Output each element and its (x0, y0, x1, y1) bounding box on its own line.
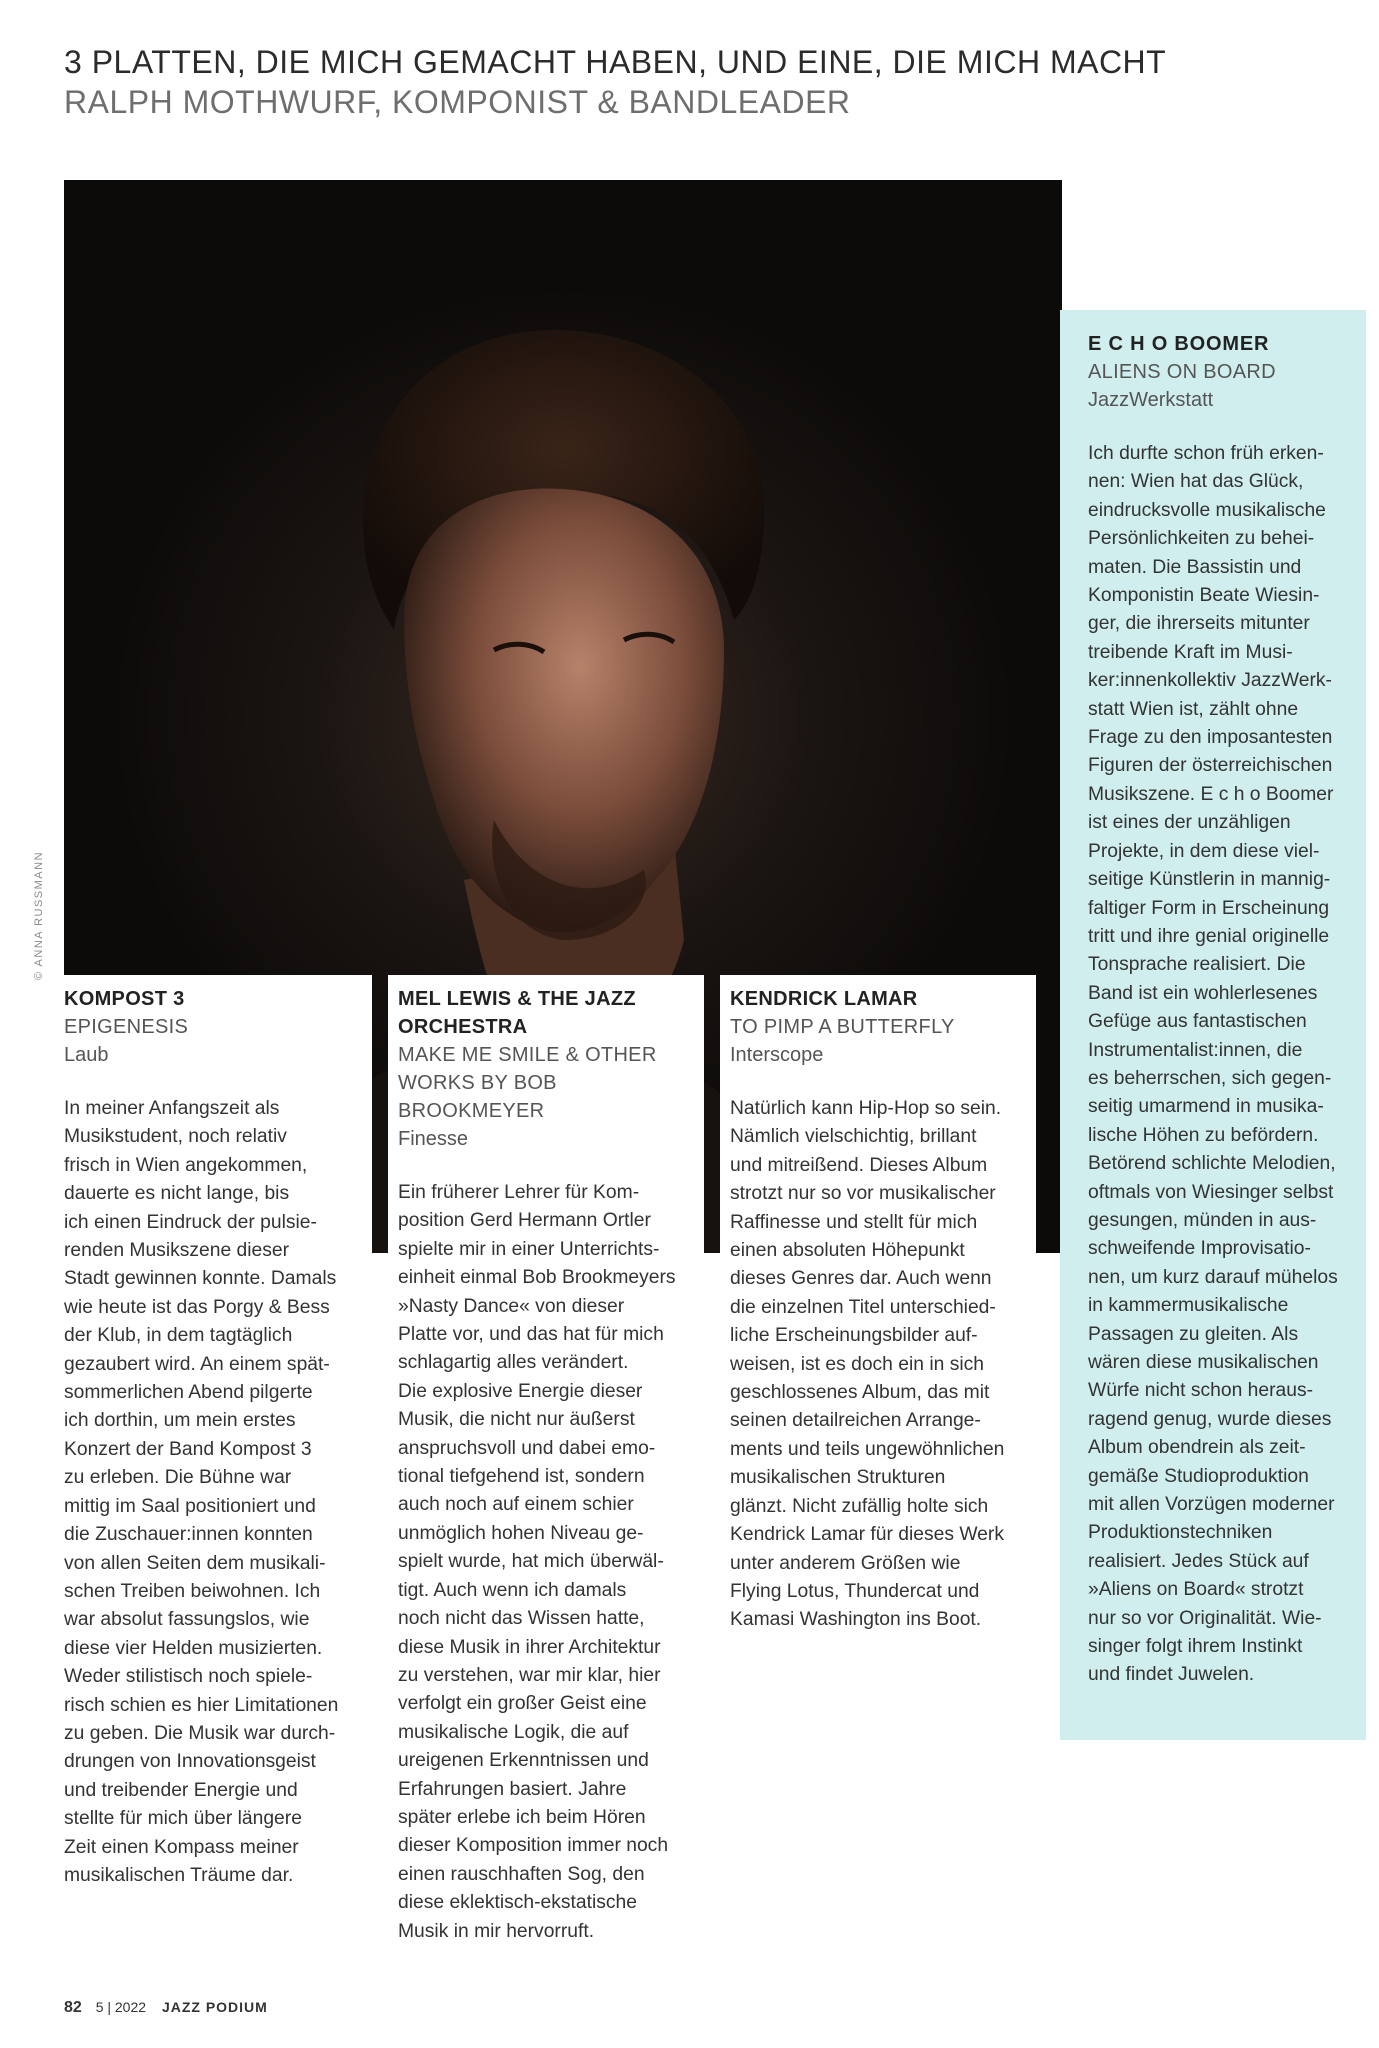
record-card-1 (54, 975, 372, 1890)
text-line: stellte für mich über längere (64, 1808, 302, 1830)
text-line: Flying Lotus, Thundercat und (730, 1580, 980, 1602)
text-line: sommerlichen Abend pilgerte (64, 1382, 313, 1404)
text-line: unmöglich hohen Niveau ge- (398, 1522, 644, 1544)
text-line: die Zuschauer:innen konnten (64, 1524, 313, 1546)
text-line: Würfe nicht schon heraus- (1088, 1380, 1314, 1402)
record-text (64, 1095, 368, 1890)
record-card-2 (388, 975, 704, 1946)
text-line: spielte mir in einer Unterrichts- (398, 1238, 660, 1260)
text-line: weisen, ist es doch ein in sich (730, 1353, 984, 1375)
text-line: tritt und ihre genial originelle (1088, 925, 1330, 947)
text-line: strotzt nur so vor musikalischer (730, 1183, 996, 1205)
text-line: tigt. Auch wenn ich damals (398, 1579, 627, 1601)
text-line: Komponistin Beate Wiesin- (1088, 585, 1320, 607)
text-line: Platte vor, und das hat für mich (398, 1324, 664, 1346)
page-number: 82 (64, 1999, 82, 2016)
text-line: ragend genug, wurde dieses (1088, 1408, 1332, 1430)
text-line: in kammermusikalische (1088, 1295, 1289, 1317)
text-line: realisiert. Jedes Stück auf (1088, 1550, 1309, 1572)
text-line: nen: Wien hat das Glück, (1088, 471, 1304, 493)
text-line: Ich durfte schon früh erken- (1088, 443, 1324, 464)
text-line: verfolgt ein großer Geist eine (398, 1693, 647, 1715)
record-artist: E C H O BOOMER (1088, 333, 1270, 355)
text-line: ker:innenkollektiv JazzWerk- (1088, 670, 1332, 692)
text-line: ist eines der unzähligen (1088, 812, 1291, 834)
magazine-name: JAZZ PODIUM (161, 1999, 268, 2015)
text-line: faltiger Form in Erscheinung (1088, 897, 1330, 919)
record-artist: KOMPOST 3 (64, 988, 185, 1010)
page-footer (64, 1999, 268, 2017)
text-line: Zeit einen Kompass meiner (64, 1836, 299, 1858)
text-line: Ein früherer Lehrer für Kom- (398, 1182, 640, 1203)
text-line: position Gerd Hermann Ortler (398, 1210, 651, 1232)
text-line: Musikstudent, noch relativ (64, 1126, 287, 1148)
record-album: EPIGENESIS (64, 1016, 189, 1038)
text-line: gezaubert wird. An einem spät- (64, 1353, 330, 1375)
text-line: Betörend schlichte Melodien, (1088, 1153, 1336, 1175)
text-line: Konzert der Band Kompost 3 (64, 1438, 312, 1460)
text-line: eindrucksvolle musikalische (1088, 499, 1326, 521)
text-line: tional tiefgehend ist, sondern (398, 1466, 645, 1488)
text-line: Projekte, in dem diese viel- (1088, 840, 1320, 862)
text-line: risch schien es hier Limitationen (64, 1694, 339, 1716)
text-line: unter anderem Größen wie (730, 1552, 961, 1574)
text-line: einheit einmal Bob Brookmeyers (398, 1267, 676, 1289)
text-line: mit allen Vorzügen moderner (1088, 1494, 1335, 1516)
issue-number: 5 | 2022 (95, 1999, 147, 2015)
text-line: Kamasi Washington ins Boot. (730, 1609, 982, 1631)
record-artist: KENDRICK LAMAR (730, 988, 918, 1010)
text-line: ments und teils ungewöhnlichen (730, 1438, 1005, 1460)
text-line: war absolut fassungslos, wie (64, 1609, 310, 1631)
text-line: seitig umarmend in musika- (1088, 1096, 1324, 1118)
text-line: Kendrick Lamar für dieses Werk (730, 1524, 1004, 1546)
text-line: mittig im Saal positioniert und (64, 1495, 316, 1517)
text-line: geschlossenes Album, das mit (730, 1382, 990, 1404)
text-line: und treibender Energie und (64, 1779, 298, 1801)
text-line: von allen Seiten dem musikali- (64, 1552, 326, 1574)
text-line: drungen von Innovationsgeist (64, 1751, 316, 1773)
text-line: Weder stilistisch noch spiele- (64, 1666, 313, 1688)
text-line: Tonsprache realisiert. Die (1088, 954, 1306, 976)
text-line: »Nasty Dance« von dieser (398, 1295, 625, 1317)
text-line: auch noch auf einem schier (398, 1494, 634, 1516)
text-line: noch nicht das Wissen hatte, (398, 1608, 645, 1630)
text-line: musikalischen Träume dar. (64, 1864, 294, 1886)
text-line: Natürlich kann Hip-Hop so sein. (730, 1098, 1002, 1119)
text-line: und findet Juwelen. (1088, 1664, 1255, 1686)
text-line: schen Treiben beiwohnen. Ich (64, 1580, 321, 1602)
text-line: und mitreißend. Dieses Album (730, 1154, 988, 1176)
text-line: Nämlich vielschichtig, brillant (730, 1126, 977, 1148)
page-subtitle: RALPH MOTHWURF, KOMPONIST & BANDLEADER (64, 84, 851, 120)
sidebar-box (1060, 310, 1366, 1740)
text-line: Musik in mir hervorruft. (398, 1920, 595, 1942)
text-line: treibende Kraft im Musi- (1088, 641, 1293, 663)
text-line: Raffinesse und stellt für mich (730, 1211, 978, 1233)
text-line: wären diese musikalischen (1088, 1352, 1319, 1373)
text-line: Erfahrungen basiert. Jahre (398, 1778, 627, 1800)
text-line: nur so vor Originalität. Wie- (1088, 1607, 1322, 1629)
record-label: Interscope (730, 1044, 824, 1066)
text-line: Produktionstechniken (1088, 1522, 1273, 1544)
text-line: anspruchsvoll und dabei emo- (398, 1437, 656, 1459)
page-header (64, 42, 1264, 122)
text-line: Gefüge aus fantastischen (1088, 1011, 1307, 1033)
text-line: dieser Komposition immer noch (398, 1835, 669, 1857)
text-line: ich einen Eindruck der pulsie- (64, 1211, 317, 1233)
page-title: 3 PLATTEN, DIE MICH GEMACHT HABEN, UND EINE, DIE MICH MACHT (64, 44, 1167, 80)
text-line: zu erleben. Die Bühne war (64, 1467, 292, 1489)
text-line: schweifende Improvisatio- (1088, 1238, 1311, 1260)
record-text (1088, 440, 1356, 1690)
record-artist: MEL LEWIS & THE JAZZ ORCHESTRA (398, 988, 636, 1038)
text-line: diese Musik in ihrer Architektur (398, 1636, 661, 1658)
text-line: zu geben. Die Musik war durch- (64, 1722, 336, 1744)
text-line: später erlebe ich beim Hören (398, 1806, 646, 1828)
record-text (398, 1179, 700, 1946)
text-line: gesungen, münden in aus- (1088, 1209, 1317, 1231)
text-line: Instrumentalist:innen, die (1088, 1039, 1303, 1061)
text-line: In meiner Anfangszeit als (64, 1098, 280, 1119)
text-line: Musikszene. E c h o Boomer (1088, 783, 1334, 805)
text-line: singer folgt ihrem Instinkt (1088, 1636, 1303, 1658)
record-album: TO PIMP A BUTTERFLY (730, 1016, 955, 1038)
text-line: einen rauschhaften Sog, den (398, 1863, 645, 1885)
text-line: Figuren der österreichischen (1088, 755, 1333, 777)
record-label: Laub (64, 1044, 109, 1066)
photo-credit: © ANNA RUSSMANN (33, 850, 45, 980)
text-line: Band ist ein wohlerlesenes (1088, 982, 1318, 1004)
text-line: seinen detailreichen Arrange- (730, 1410, 981, 1432)
text-line: Die explosive Energie dieser (398, 1380, 643, 1402)
text-line: liche Erscheinungsbilder auf- (730, 1325, 978, 1347)
text-line: der Klub, in dem tagtäglich (64, 1325, 293, 1347)
text-line: Stadt gewinnen konnte. Damals (64, 1268, 337, 1290)
text-line: glänzt. Nicht zufällig holte sich (730, 1495, 989, 1517)
text-line: ich dorthin, um mein erstes (64, 1410, 296, 1432)
text-line: Frage zu den imposantesten (1088, 727, 1333, 749)
text-line: Musik, die nicht nur äußerst (398, 1409, 635, 1431)
text-line: musikalische Logik, die auf (398, 1721, 629, 1743)
text-line: diese vier Helden musizierten. (64, 1637, 323, 1659)
text-line: wie heute ist das Porgy & Bess (64, 1296, 330, 1318)
record-text (730, 1095, 1032, 1635)
text-line: renden Musikszene dieser (64, 1240, 290, 1262)
text-line: lische Höhen zu befördern. (1088, 1124, 1319, 1146)
text-line: diese eklektisch-ekstatische (398, 1892, 637, 1914)
text-line: zu verstehen, war mir klar, hier (398, 1664, 661, 1686)
record-label: JazzWerkstatt (1088, 389, 1214, 411)
text-line: gemäße Studioproduktion (1088, 1465, 1309, 1487)
text-line: Persönlichkeiten zu behei- (1088, 528, 1315, 550)
text-line: dieses Genres dar. Auch wenn (730, 1268, 992, 1290)
text-line: nen, um kurz darauf mühelos (1088, 1266, 1338, 1288)
text-line: es beherrschen, sich gegen- (1088, 1067, 1332, 1089)
text-line: seitige Künstlerin in mannig- (1088, 869, 1331, 891)
record-album: ALIENS ON BOARD (1088, 361, 1276, 383)
text-line: ureigenen Erkenntnissen und (398, 1750, 649, 1772)
record-album: MAKE ME SMILE & OTHER WORKS BY BOB BROOKMEYER (398, 1044, 657, 1122)
text-line: schlagartig alles verändert. (398, 1352, 629, 1374)
text-line: die einzelnen Titel unterschied- (730, 1296, 996, 1318)
text-line: einen absoluten Höhepunkt (730, 1240, 965, 1262)
record-label: Finesse (398, 1128, 469, 1150)
text-line: maten. Die Bassistin und (1088, 556, 1302, 578)
text-line: ger, die ihrerseits mitunter (1088, 613, 1310, 635)
text-line: »Aliens on Board« strotzt (1088, 1579, 1304, 1601)
text-line: statt Wien ist, zählt ohne (1088, 698, 1299, 720)
text-line: Album obendrein als zeit- (1088, 1437, 1306, 1459)
text-line: musikalischen Strukturen (730, 1467, 946, 1489)
text-line: oftmals von Wiesinger selbst (1088, 1181, 1334, 1203)
text-line: dauerte es nicht lange, bis (64, 1183, 290, 1205)
text-line: spielt wurde, hat mich überwäl- (398, 1551, 664, 1573)
record-card-3 (720, 975, 1036, 1635)
text-line: frisch in Wien angekommen, (64, 1154, 308, 1176)
text-line: Passagen zu gleiten. Als (1088, 1323, 1299, 1345)
